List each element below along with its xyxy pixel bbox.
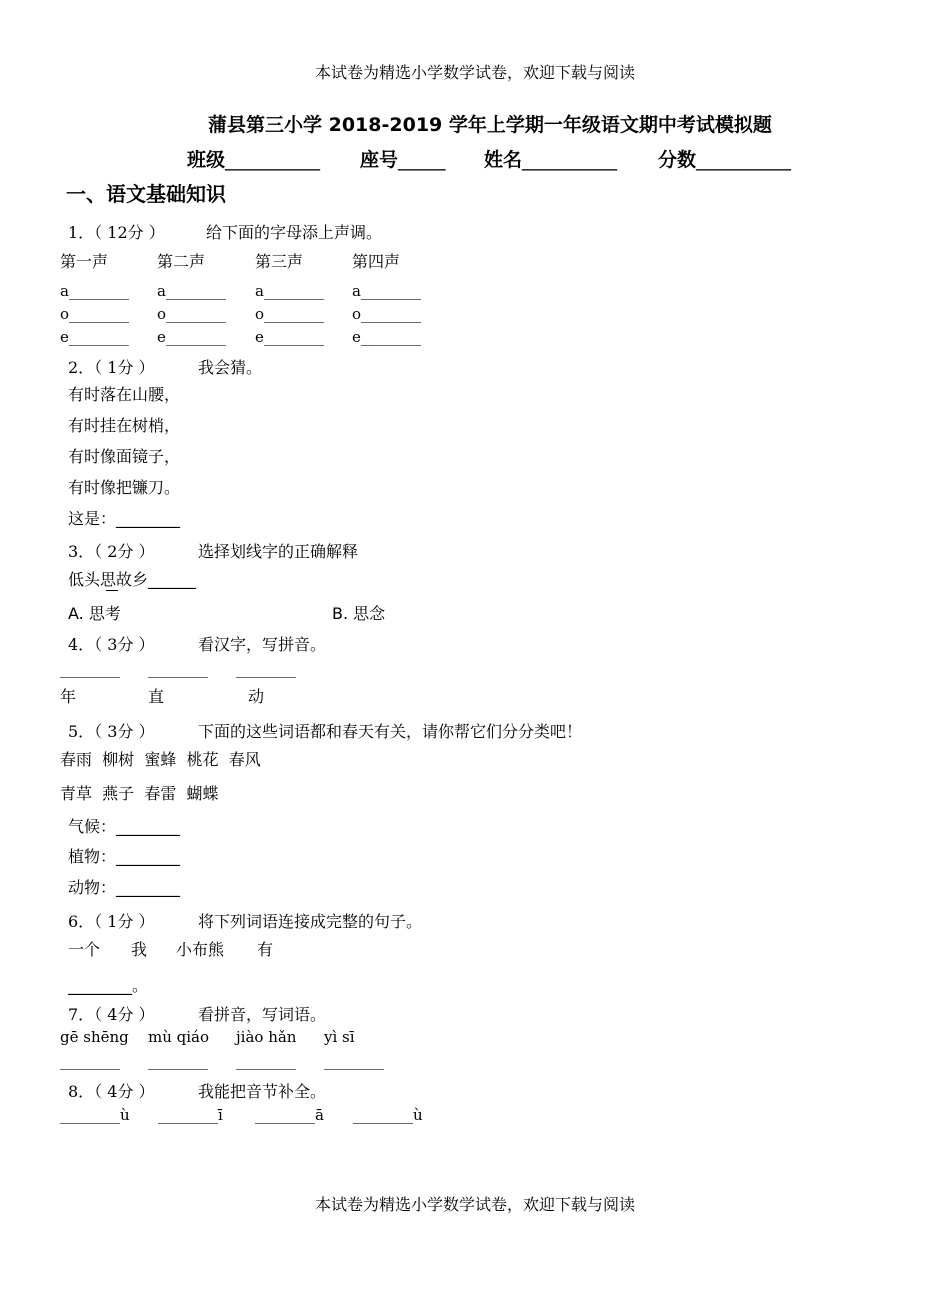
q4-char-2: 直 bbox=[148, 687, 165, 706]
q1-blank-o2[interactable]: o________ bbox=[157, 305, 227, 323]
q8-number: 8．（ 4分 ） bbox=[68, 1082, 155, 1101]
q5-number: 5．（ 3分 ） bbox=[68, 722, 155, 741]
q8-text: 我能把音节补全。 bbox=[198, 1082, 327, 1101]
q2-number: 2．（ 1分 ） bbox=[68, 358, 155, 377]
q1-blank-a2[interactable]: a________ bbox=[157, 282, 226, 300]
q7-blank-1[interactable]: ________ bbox=[60, 1052, 120, 1070]
q6-answer[interactable]: ________。 bbox=[68, 976, 149, 995]
q3-underline-mark bbox=[106, 590, 118, 591]
q2-line-3: 有时像面镜子， bbox=[68, 447, 181, 466]
info-score bbox=[658, 145, 791, 172]
score-label: 分数 bbox=[658, 149, 697, 171]
q1-blank-e4[interactable]: e________ bbox=[352, 328, 421, 346]
q2-answer[interactable]: 这是：________ bbox=[68, 509, 181, 528]
q8-item-2[interactable]: ________ī bbox=[158, 1106, 223, 1124]
q1-number: 1．（ 12分 ） bbox=[68, 223, 165, 242]
q4-char-3: 动 bbox=[248, 687, 265, 706]
exam-title: 蒲县第三小学 2018-2019 学年上学期一年级语文期中考试模拟题 bbox=[208, 114, 772, 136]
q1-blank-e2[interactable]: e________ bbox=[157, 328, 226, 346]
q8-item-1[interactable]: ________ù bbox=[60, 1106, 130, 1124]
q5-cat-climate[interactable]: 气候：________ bbox=[68, 817, 181, 836]
class-label: 班级 bbox=[187, 149, 226, 171]
score-blank[interactable]: __________ bbox=[696, 149, 792, 171]
q1-blank-a4[interactable]: a________ bbox=[352, 282, 421, 300]
q2-text: 我会猜。 bbox=[198, 358, 263, 377]
q1-blank-a3[interactable]: a________ bbox=[255, 282, 324, 300]
seat-label: 座号 bbox=[360, 149, 399, 171]
q1-blank-a1[interactable]: a________ bbox=[60, 282, 129, 300]
q1-tone-4: 第四声 bbox=[352, 252, 401, 271]
q4-blank-1[interactable]: ________ bbox=[60, 660, 120, 678]
page-footer: 本试卷为精选小学数学试卷，欢迎下载与阅读 bbox=[314, 1195, 635, 1214]
q3-phrase: 低头思故乡 bbox=[68, 570, 149, 589]
q6-word-2: 我 bbox=[131, 940, 148, 959]
q1-tone-1: 第一声 bbox=[60, 252, 109, 271]
q7-blank-3[interactable]: ________ bbox=[236, 1052, 296, 1070]
q3-option-a[interactable]: A. 思考 bbox=[68, 604, 121, 623]
q8-item-3[interactable]: ________ā bbox=[255, 1106, 324, 1124]
q1-blank-e3[interactable]: e________ bbox=[255, 328, 324, 346]
q6-word-3: 小布熊 bbox=[176, 940, 225, 959]
q7-blank-4[interactable]: ________ bbox=[324, 1052, 384, 1070]
q7-number: 7．（ 4分 ） bbox=[68, 1005, 155, 1024]
q4-number: 4．（ 3分 ） bbox=[68, 635, 155, 654]
q5-cat-animal[interactable]: 动物：________ bbox=[68, 878, 181, 897]
q4-blank-3[interactable]: ________ bbox=[236, 660, 296, 678]
q1-blank-o4[interactable]: o________ bbox=[352, 305, 422, 323]
q1-tone-3: 第三声 bbox=[255, 252, 304, 271]
page-header: 本试卷为精选小学数学试卷，欢迎下载与阅读 bbox=[314, 63, 635, 82]
class-blank[interactable]: __________ bbox=[225, 149, 321, 171]
q7-pinyin-4: yì sī bbox=[324, 1028, 355, 1046]
q1-text: 给下面的字母添上声调。 bbox=[206, 223, 383, 242]
q7-pinyin-1: gē shēng bbox=[60, 1028, 129, 1046]
q3-option-b[interactable]: B. 思念 bbox=[332, 604, 386, 623]
q2-line-1: 有时落在山腰， bbox=[68, 385, 181, 404]
section-title: 一、语文基础知识 bbox=[66, 182, 226, 206]
q4-char-1: 年 bbox=[60, 687, 77, 706]
q7-pinyin-3: jiào hǎn bbox=[236, 1028, 297, 1046]
q1-blank-o1[interactable]: o________ bbox=[60, 305, 130, 323]
q5-words-2: 青草 燕子 春雷 蝴蝶 bbox=[60, 784, 219, 803]
q2-line-2: 有时挂在树梢， bbox=[68, 416, 181, 435]
info-seat bbox=[360, 145, 446, 172]
q6-word-4: 有 bbox=[257, 940, 274, 959]
q1-blank-o3[interactable]: o________ bbox=[255, 305, 325, 323]
info-class bbox=[187, 145, 320, 172]
q5-words-1: 春雨 柳树 蜜蜂 桃花 春风 bbox=[60, 750, 261, 769]
info-name bbox=[484, 145, 617, 172]
q7-blank-2[interactable]: ________ bbox=[148, 1052, 208, 1070]
q6-word-1: 一个 bbox=[68, 940, 101, 959]
q3-number: 3．（ 2分 ） bbox=[68, 542, 155, 561]
q1-blank-e1[interactable]: e________ bbox=[60, 328, 129, 346]
q6-text: 将下列词语连接成完整的句子。 bbox=[198, 912, 423, 931]
q2-line-4: 有时像把镰刀。 bbox=[68, 478, 181, 497]
q3-text: 选择划线字的正确解释 bbox=[198, 542, 359, 561]
q1-tone-2: 第二声 bbox=[157, 252, 206, 271]
name-label: 姓名 bbox=[484, 149, 523, 171]
name-blank[interactable]: __________ bbox=[522, 149, 618, 171]
q3-blank[interactable]: ______ bbox=[148, 570, 197, 589]
q5-cat-plant[interactable]: 植物：________ bbox=[68, 847, 181, 866]
q4-text: 看汉字，写拼音。 bbox=[198, 635, 327, 654]
q4-blank-2[interactable]: ________ bbox=[148, 660, 208, 678]
q5-text: 下面的这些词语都和春天有关，请你帮它们分分类吧！ bbox=[198, 722, 583, 741]
q7-text: 看拼音，写词语。 bbox=[198, 1005, 327, 1024]
q6-number: 6．（ 1分 ） bbox=[68, 912, 155, 931]
q3-phrase-line bbox=[68, 567, 196, 590]
q7-pinyin-2: mù qiáo bbox=[148, 1028, 210, 1046]
seat-blank[interactable]: _____ bbox=[398, 149, 446, 171]
q8-item-4[interactable]: ________ù bbox=[353, 1106, 423, 1124]
